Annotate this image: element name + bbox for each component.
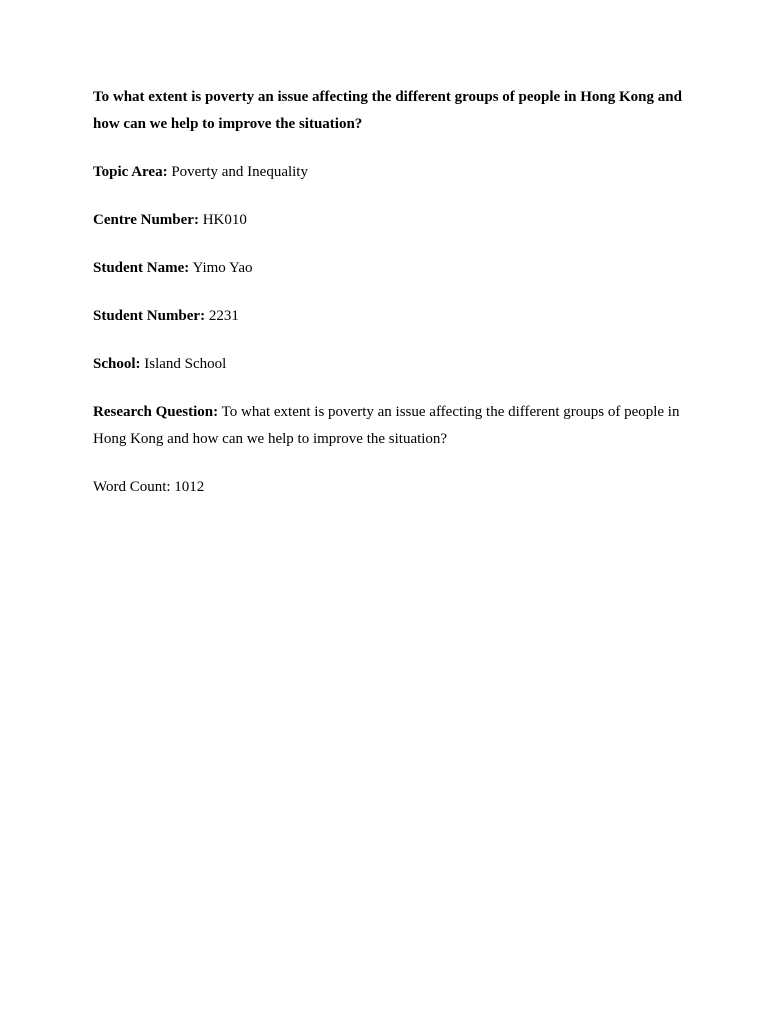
student-name-label: Student Name: [93, 260, 190, 276]
topic-area-field [93, 159, 693, 186]
research-question-label: Research Question: [93, 404, 219, 420]
document-title: To what extent is poverty an issue affecting the different groups of people in Hong Kong and how can we help to improve the situation? [93, 89, 682, 132]
centre-number-value: HK010 [202, 212, 247, 228]
topic-area-label: Topic Area: [93, 164, 168, 180]
centre-number-label: Centre Number: [93, 212, 199, 228]
topic-area-value: Poverty and Inequality [171, 164, 308, 180]
student-number-label: Student Number: [93, 308, 206, 324]
student-name-value: Yimo Yao [192, 260, 253, 276]
student-number-field [93, 303, 693, 330]
document-page [93, 84, 693, 501]
school-label: School: [93, 356, 141, 372]
centre-number-field [93, 207, 693, 234]
school-value: Island School [144, 356, 227, 372]
student-number-value: 2231 [208, 308, 239, 324]
student-name-field [93, 255, 693, 282]
research-question-value: To what extent is poverty an issue affecting the different groups of people in Hong Kong and how can we help to improve the situation? [93, 404, 680, 447]
school-field [93, 351, 693, 378]
research-question-field [93, 399, 693, 453]
word-count: Word Count: 1012 [93, 479, 205, 495]
